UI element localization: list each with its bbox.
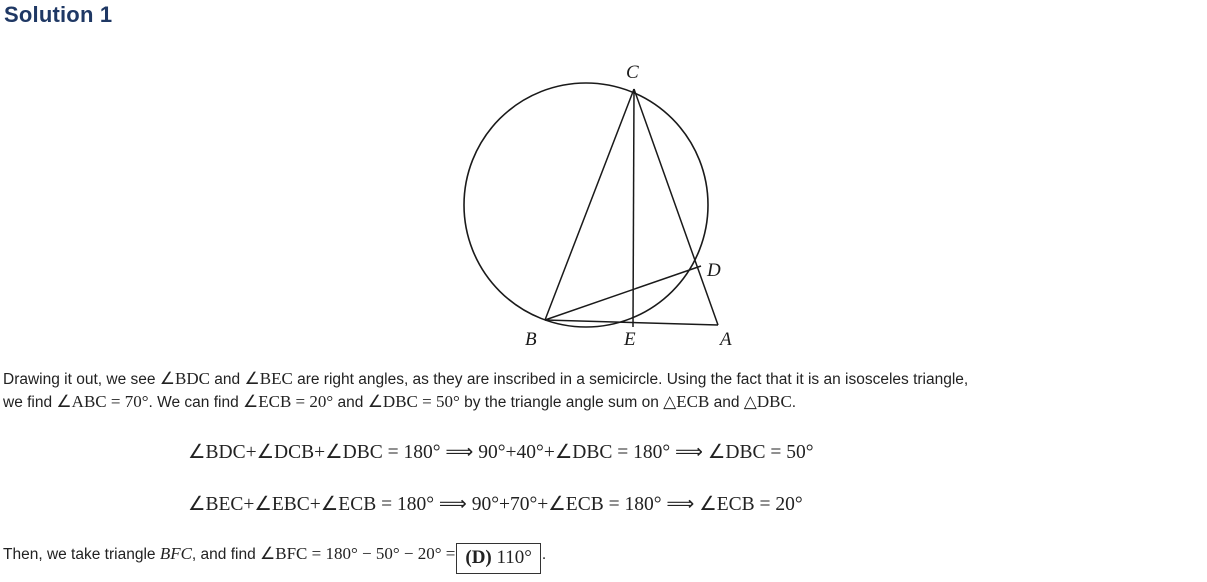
- para-text-8: and: [709, 394, 744, 411]
- angle-bdc: ∠BDC: [159, 369, 210, 388]
- final-expression: ∠BFC = 180° − 50° − 20° =: [260, 544, 456, 563]
- angle-ecb: ∠ECB = 20°: [243, 392, 334, 411]
- para-text-2: and: [210, 371, 245, 388]
- final-middle-text: , and find: [191, 546, 260, 563]
- para-text-6: and: [333, 394, 368, 411]
- figure-svg: [0, 48, 1207, 353]
- geometry-figure: [0, 48, 1207, 353]
- segment-ba: [545, 320, 718, 325]
- label-d: D: [707, 260, 721, 281]
- circle-shape: [464, 83, 708, 327]
- triangle-bfc: BFC: [159, 544, 192, 563]
- triangle-dbc: △DBC: [743, 392, 792, 411]
- label-a: A: [720, 329, 732, 350]
- answer-value: 110°: [496, 547, 532, 568]
- label-b: B: [525, 329, 537, 350]
- label-e: E: [624, 329, 636, 350]
- answer-choice-letter: (D): [465, 547, 492, 568]
- final-lead-text: Then, we take triangle: [3, 546, 160, 563]
- para-text-3: are right angles, as they are inscribed in a semicircle. Using the fact that it is an isosceles triangle,: [292, 371, 969, 388]
- angle-abc: ∠ABC = 70°: [56, 392, 149, 411]
- para-text-4: we find: [3, 394, 57, 411]
- triangle-ecb: △ECB: [663, 392, 710, 411]
- explanation-paragraph: [3, 368, 1203, 414]
- final-answer-line: [3, 543, 546, 574]
- label-c: C: [626, 62, 639, 83]
- equation-line-1: ∠BDC+∠DCB+∠DBC = 180° ⟹ 90°+40°+∠DBC = 180° ⟹ ∠DBC = 50°: [188, 442, 814, 463]
- page-title: Solution 1: [4, 2, 113, 27]
- final-period: .: [541, 546, 547, 563]
- segment-bd: [545, 266, 701, 320]
- equation-line-2: ∠BEC+∠EBC+∠ECB = 180° ⟹ 90°+70°+∠ECB = 180° ⟹ ∠ECB = 20°: [188, 494, 803, 515]
- para-text-7: by the triangle angle sum on: [459, 394, 664, 411]
- para-text-9: .: [791, 394, 797, 411]
- angle-bec: ∠BEC: [244, 369, 293, 388]
- segment-cb: [545, 89, 634, 320]
- para-text-1: Drawing it out, we see: [3, 371, 160, 388]
- segment-ca: [634, 89, 718, 325]
- angle-dbc: ∠DBC = 50°: [367, 392, 460, 411]
- segment-ce: [633, 89, 634, 327]
- para-text-5: . We can find: [148, 394, 243, 411]
- answer-box: [456, 543, 541, 574]
